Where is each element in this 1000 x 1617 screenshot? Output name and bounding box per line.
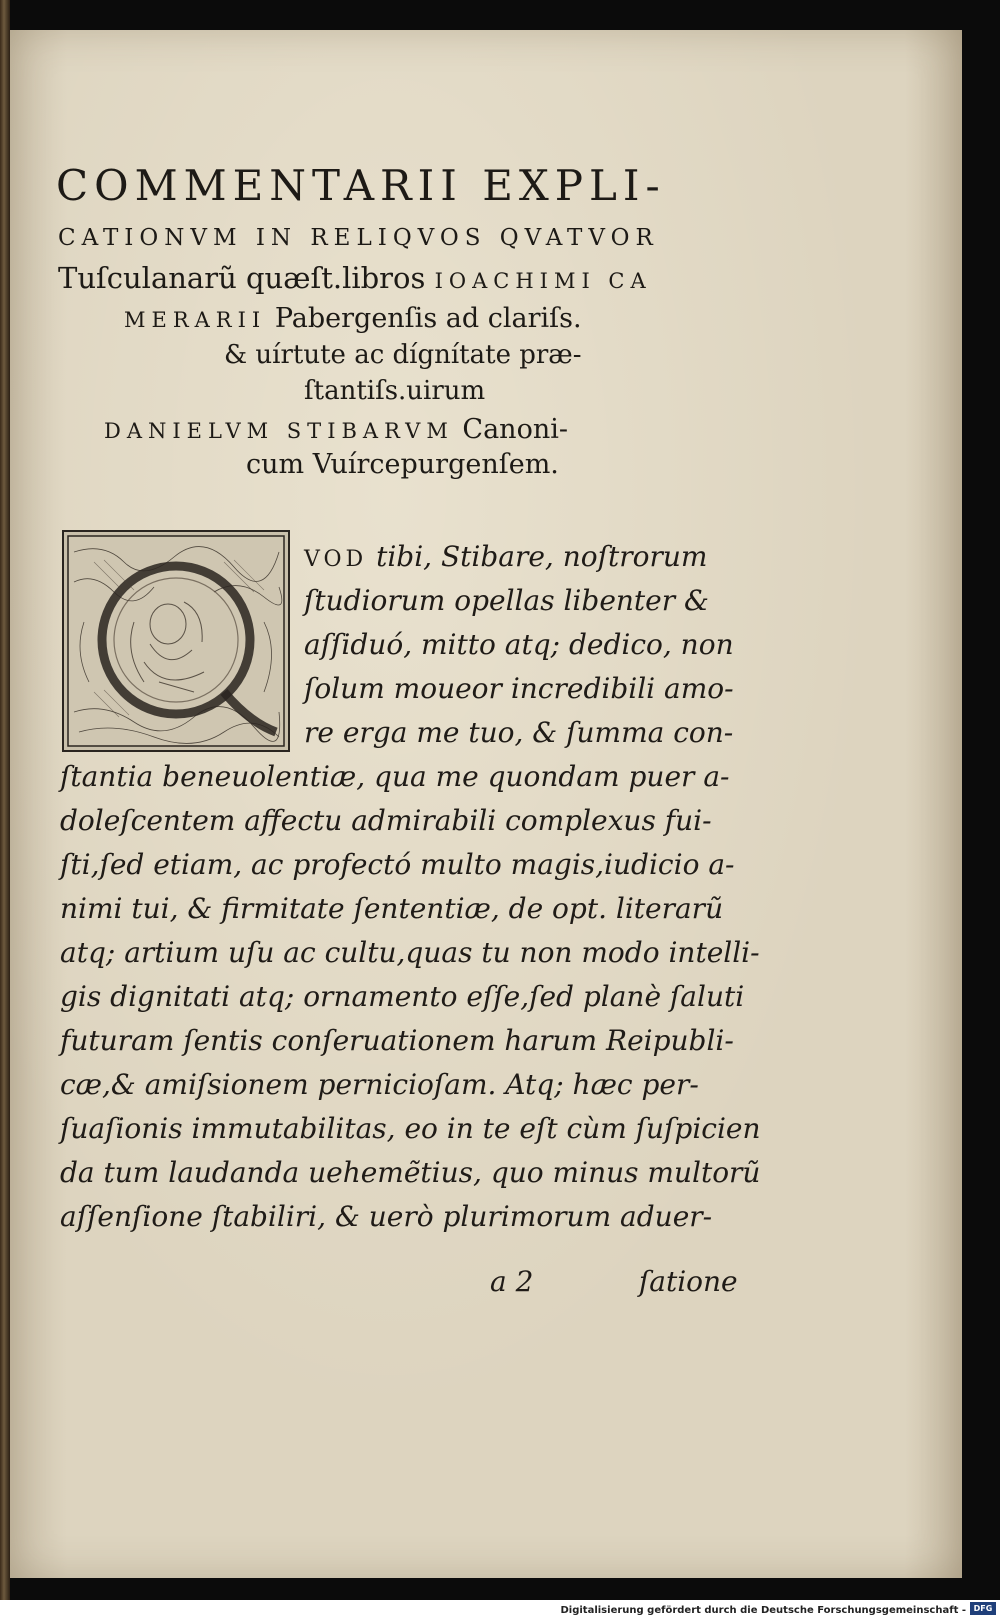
digitization-credit-text: Digitalisierung gefördert durch die Deutsche Forschungsgemeinschaft - xyxy=(560,1605,966,1616)
body-line-13: cæ,& amiſsionem pernicioſam. Atq; hæc per- xyxy=(60,1068,699,1101)
title-block xyxy=(44,161,734,480)
initial-continuation: VOD xyxy=(304,547,368,572)
body-line-4: ſolum moueor incredibili amo- xyxy=(304,672,734,705)
title-author-name-part2: MERARII xyxy=(124,308,267,332)
body-line-8: ſti,ſed etiam, ac profectó multo magis,iudicio a- xyxy=(60,848,735,881)
body-line-6: ſtantia beneuolentiæ, qua me quondam puer a- xyxy=(60,760,730,793)
body-line-1 xyxy=(304,540,707,573)
title-line-5: & uírtute ac dígnítate præ- xyxy=(224,340,582,370)
body-line-3: aſſiduó, mitto atq; dedico, non xyxy=(304,628,734,661)
body-line-16: aſſenſione ſtabiliri, & uerò plurimorum aduer- xyxy=(60,1200,713,1233)
title-line-8: cum Vuírcepurgenſem. xyxy=(246,449,559,480)
title-line-3-text: Tuſculanarũ quæſt.libros xyxy=(58,261,426,295)
body-line-10: atq; artium uſu ac cultu,quas tu non modo intelli- xyxy=(60,936,760,969)
body-line-text: tibi, Stibare, noſtrorum xyxy=(367,540,708,573)
body-line-7: doleſcentem affectu admirabili complexus fui- xyxy=(60,804,712,837)
body-line-11: gis dignitati atq; ornamento eſſe,ſed planè ſaluti xyxy=(60,980,745,1013)
body-line-2: ſtudiorum opellas libenter & xyxy=(304,584,709,617)
title-line-3 xyxy=(58,261,734,295)
digitization-credit-bar xyxy=(0,1600,1000,1617)
body-line-5: re erga me tuo, & ſumma con- xyxy=(304,716,734,749)
title-line-1: COMMENTARII EXPLI- xyxy=(56,161,666,210)
body-line-9: nimi tui, & firmitate ſententiæ, de opt. literarũ xyxy=(60,892,724,925)
title-line-4-text: Pabergenſis ad clariſs. xyxy=(274,303,582,334)
catchword: ſatione xyxy=(638,1265,738,1298)
dfg-logo-icon: DFG xyxy=(970,1602,996,1615)
title-line-7 xyxy=(104,416,734,443)
book-edge xyxy=(0,0,10,1600)
body-line-12: futuram ſentis conſeruationem harum Reipubli- xyxy=(60,1024,734,1057)
title-author-name-part1: IOACHIMI CA xyxy=(434,269,652,293)
body-line-14: ſuaſionis immutabilitas, eo in te eſt cùm ſuſpicien xyxy=(60,1112,761,1145)
decorated-initial-q xyxy=(62,530,290,752)
signature-mark: a 2 xyxy=(490,1265,534,1298)
body-line-15: da tum laudanda uehemẽtius, quo minus multorũ xyxy=(60,1156,761,1189)
woodcut-initial-illustration xyxy=(64,532,288,750)
title-line-7-text: Canoni- xyxy=(462,414,568,445)
title-line-2: CATIONVM IN RELIQVOS QVATVOR xyxy=(58,225,659,251)
title-dedicatee-name: DANIELVM STIBARVM xyxy=(104,419,454,443)
title-line-6: ſtantiſs.uirum xyxy=(304,376,486,406)
title-line-4 xyxy=(124,305,734,332)
page-footer xyxy=(490,1265,738,1298)
